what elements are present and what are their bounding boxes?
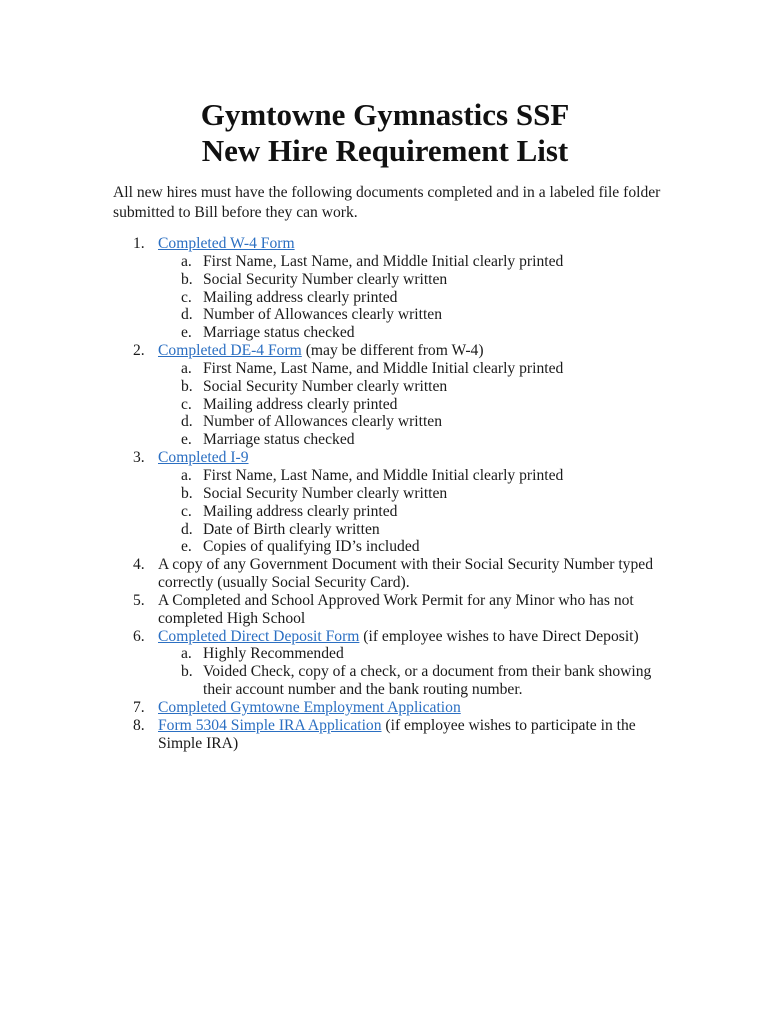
sub-item-text: Copies of qualifying ID’s included — [203, 538, 420, 556]
sub-item-text: Social Security Number clearly written — [203, 377, 448, 395]
item-text: (if employee wishes to participate in the Simple IRA) — [158, 716, 636, 752]
requirement-item — [0, 592, 658, 628]
requirement-item — [0, 556, 658, 592]
sub-item-letter: e. — [181, 538, 192, 556]
sub-item-letter: b. — [181, 377, 193, 395]
document-title-line-2: New Hire Requirement List — [201, 133, 569, 168]
requirement-item — [0, 342, 658, 360]
w4-form-link[interactable]: Completed W-4 Form — [158, 235, 295, 252]
sub-item-letter: b. — [181, 663, 193, 681]
item-number: 4. — [133, 556, 145, 574]
sub-item — [0, 306, 663, 324]
sub-item-letter: b. — [181, 270, 193, 288]
sub-item — [0, 485, 663, 503]
sub-item-letter: c. — [181, 395, 192, 413]
de4-form-link[interactable]: Completed DE-4 Form — [158, 342, 302, 360]
item-text: (may be different from W-4) — [301, 342, 484, 360]
sub-item — [0, 360, 663, 378]
sub-item-letter: a. — [181, 359, 192, 377]
requirement-list — [0, 235, 770, 752]
sub-item-letter: e. — [181, 324, 192, 342]
item-number: 1. — [133, 235, 145, 252]
item-text: (if employee wishes to have Direct Deposit) — [359, 627, 639, 645]
sub-item-letter: d. — [181, 413, 193, 431]
sub-item-text: Marriage status checked — [203, 431, 355, 449]
sub-item — [0, 271, 663, 289]
sub-item-letter: a. — [181, 645, 192, 663]
sub-item — [0, 289, 663, 307]
item-text: A copy of any Government Document with their Social Security Number typed correctly (usually Social Security Card). — [158, 556, 653, 592]
item-number: 5. — [133, 591, 145, 609]
item-number: 2. — [133, 342, 145, 360]
employment-application-link[interactable]: Completed Gymtowne Employment Application — [158, 698, 461, 716]
sub-item-text: Mailing address clearly printed — [203, 502, 398, 520]
sub-item-text: Voided Check, copy of a check, or a document from their bank showing their account number and the bank routing number. — [203, 663, 652, 699]
sub-item-text: Marriage status checked — [203, 324, 355, 342]
i9-form-link[interactable]: Completed I-9 — [158, 449, 249, 467]
requirement-item — [0, 717, 658, 753]
intro-paragraph: All new hires must have the following documents completed and in a labeled file folder submitted to Bill before they can work. — [113, 184, 661, 221]
item-number: 7. — [133, 698, 145, 716]
sub-item — [0, 521, 663, 539]
sub-item-text: Number of Allowances clearly written — [203, 306, 443, 324]
requirement-item — [0, 699, 658, 717]
sub-item-letter: e. — [181, 431, 192, 449]
sub-item — [0, 253, 663, 271]
sub-item — [0, 431, 663, 449]
sub-item-letter: d. — [181, 520, 193, 538]
sub-item-text: Highly Recommended — [203, 645, 344, 663]
sub-item-letter: b. — [181, 484, 193, 502]
sub-item-text: First Name, Last Name, and Middle Initial clearly printed — [203, 252, 564, 270]
requirement-item — [0, 449, 658, 467]
sub-item — [0, 467, 663, 485]
sub-item-text: Date of Birth clearly written — [203, 520, 380, 538]
item-number: 8. — [133, 716, 145, 734]
sub-item-text: Mailing address clearly printed — [203, 395, 398, 413]
item-text: A Completed and School Approved Work Permit for any Minor who has not completed High School — [158, 591, 634, 627]
sub-item-text: First Name, Last Name, and Middle Initial clearly printed — [203, 466, 564, 484]
sub-item-letter: a. — [181, 466, 192, 484]
sub-item-letter: c. — [181, 288, 192, 306]
sub-item-text: First Name, Last Name, and Middle Initial clearly printed — [203, 359, 564, 377]
sub-item — [0, 378, 663, 396]
item-number: 3. — [133, 449, 145, 467]
sub-item — [0, 663, 663, 699]
sub-item-letter: c. — [181, 502, 192, 520]
sub-item — [0, 413, 663, 431]
sub-item — [0, 396, 663, 414]
sub-item-text: Number of Allowances clearly written — [203, 413, 443, 431]
sub-item — [0, 503, 663, 521]
document-title-line-1: Gymtowne Gymnastics SSF — [200, 97, 570, 132]
simple-ira-application-link[interactable]: Form 5304 Simple IRA Application — [158, 716, 382, 734]
sub-item-text: Mailing address clearly printed — [203, 288, 398, 306]
sub-item-letter: d. — [181, 306, 193, 324]
requirement-item — [0, 628, 658, 646]
sub-item-text: Social Security Number clearly written — [203, 484, 448, 502]
direct-deposit-form-link[interactable]: Completed Direct Deposit Form — [158, 627, 360, 645]
requirement-item — [0, 235, 658, 253]
sub-item — [0, 538, 663, 556]
item-number: 6. — [133, 627, 145, 645]
sub-item-text: Social Security Number clearly written — [203, 270, 448, 288]
sub-item — [0, 324, 663, 342]
sub-item-letter: a. — [181, 252, 192, 270]
sub-item — [0, 645, 663, 663]
